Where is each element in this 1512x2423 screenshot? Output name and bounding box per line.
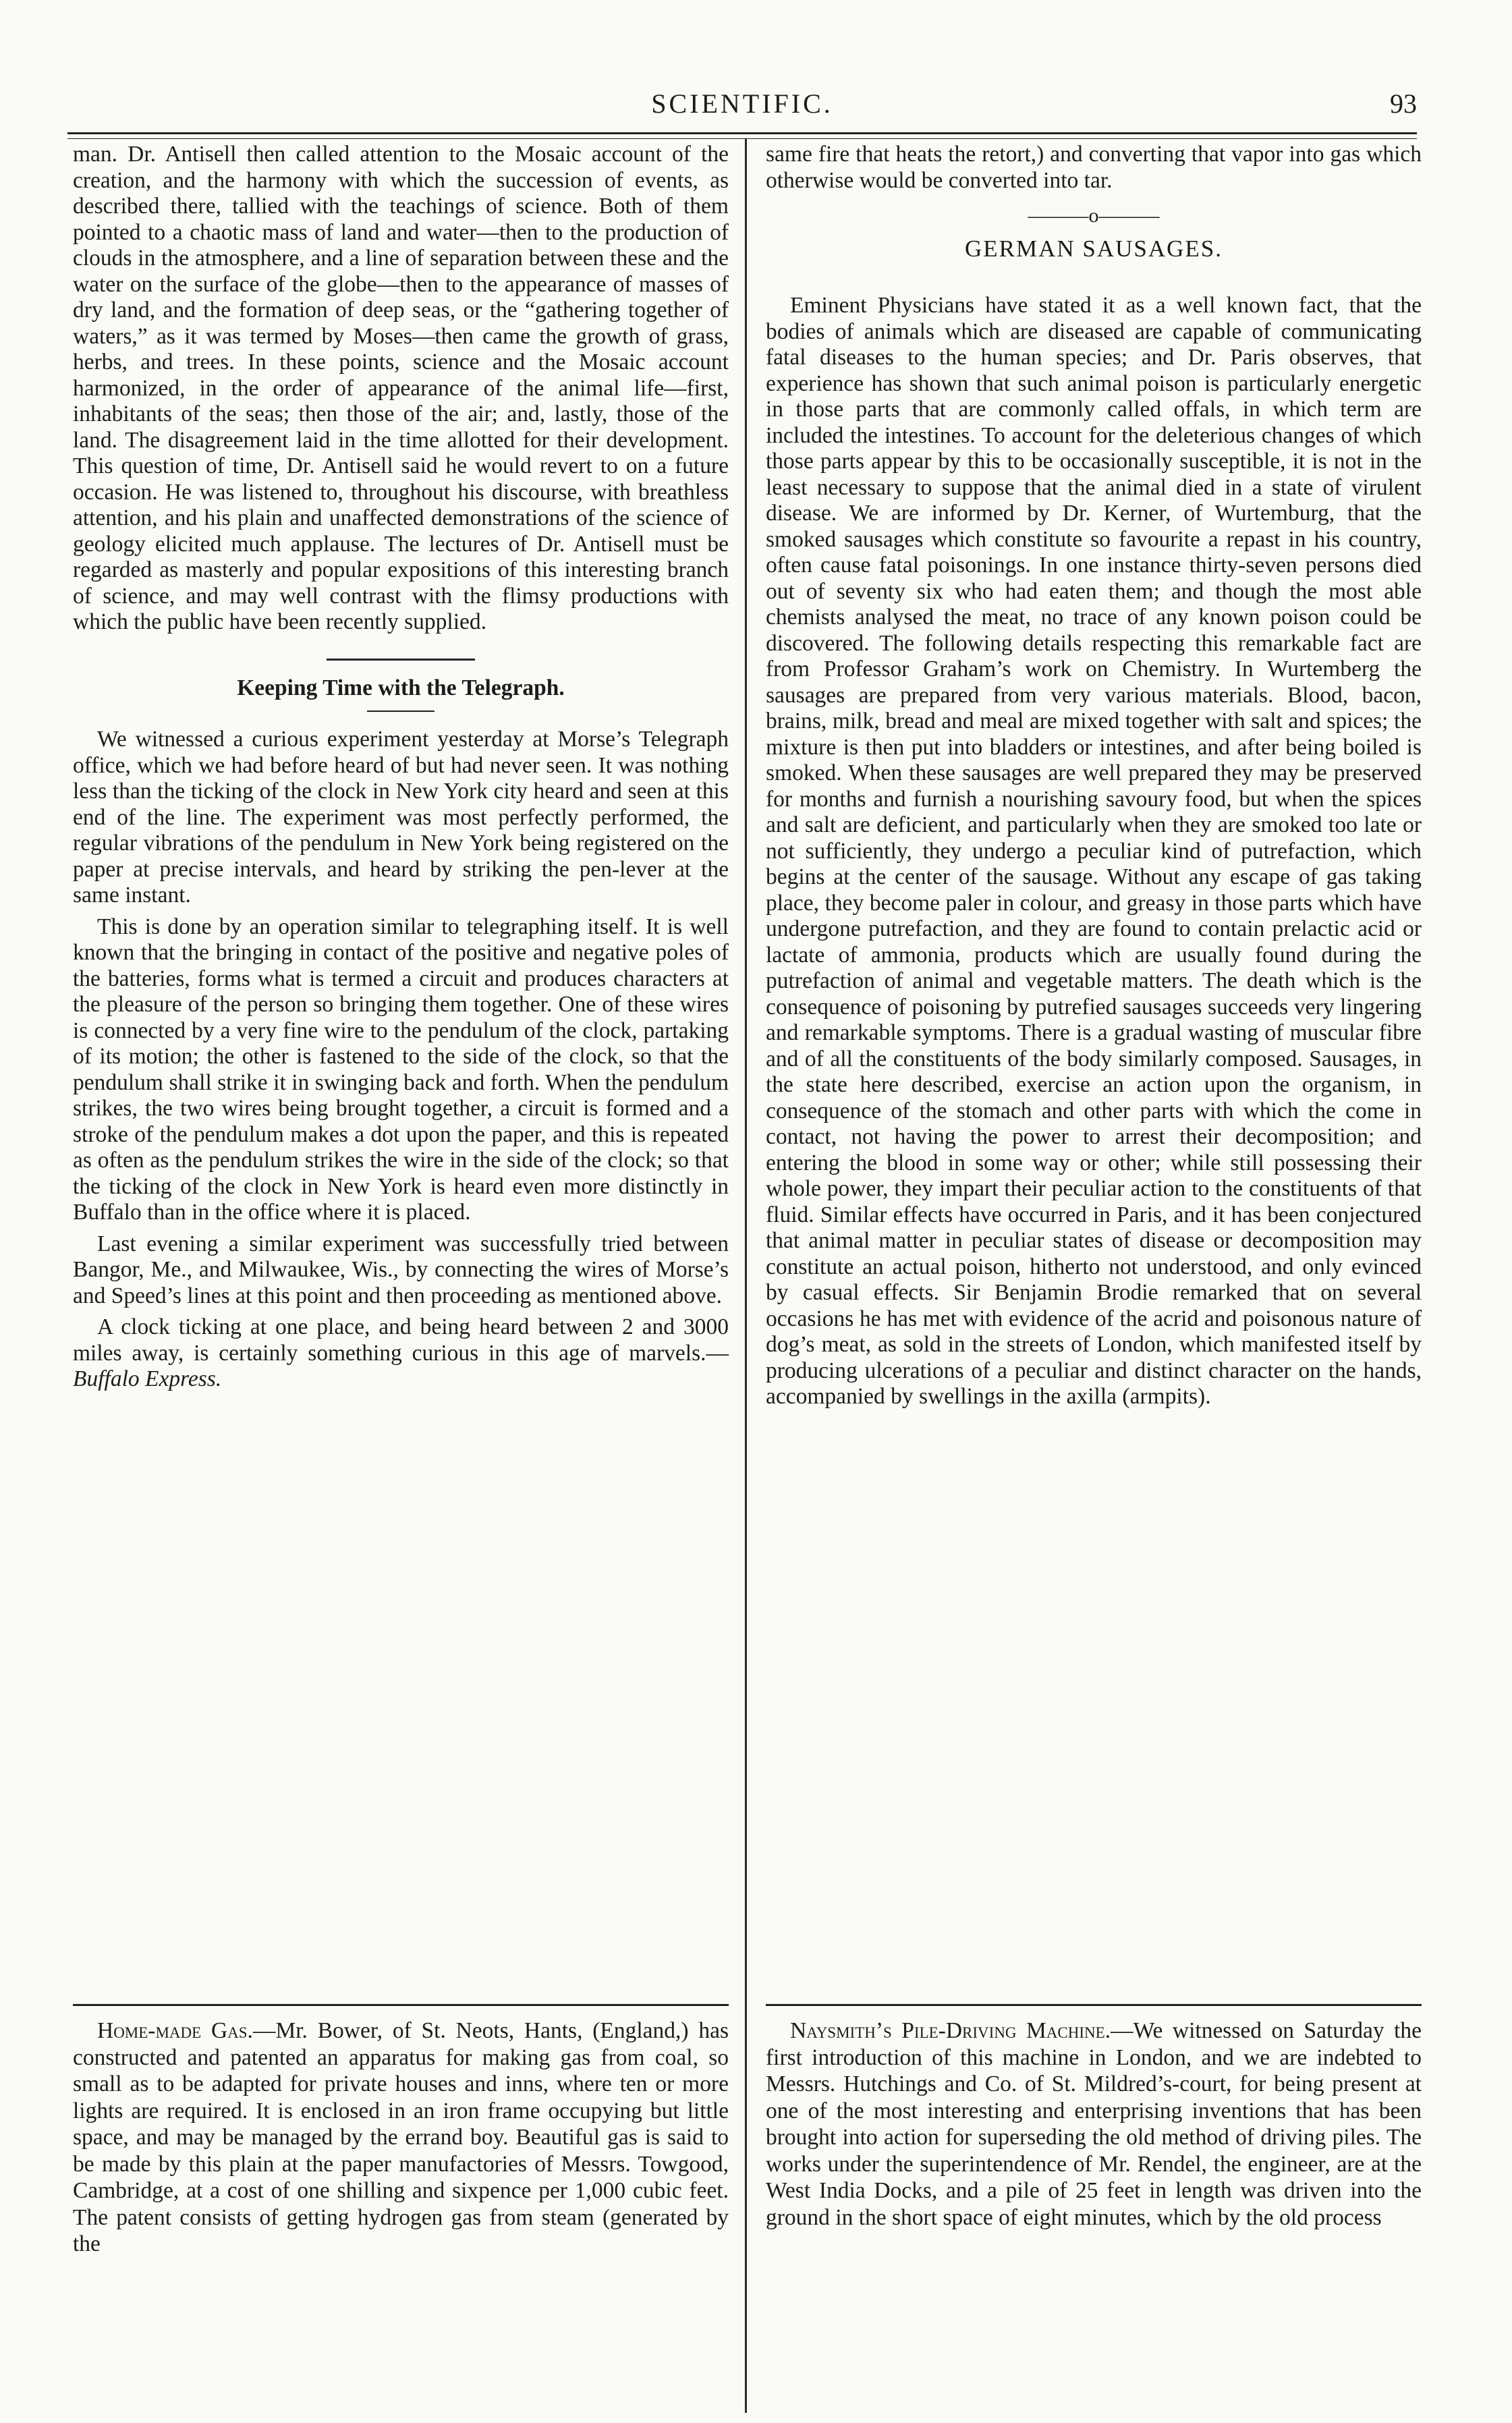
telegraph-paragraph-1: We witnessed a curious experiment yesterday at Morse’s Telegraph office, which we had before heard of but had never seen. It was nothing less than the ticking of the clock in New York city heard and seen at this end of the line. The experiment was most perfectly performed, the regular vibrations of the pendulum in New York being registered on the paper at precise intervals, and heard by striking the pen-lever at the same instant. [73, 727, 729, 908]
telegraph-paragraph-2: This is done by an operation similar to telegraphing itself. It is well known that the bringing in contact of the positive and negative poles of the batteries, forms what is termed a circuit and produces characters at the pleasure of the person so bringing them together. One of these wires is connected by a very fine wire to the pendulum of the clock, partaking of its motion; the other is fastened to the side of the clock, so that the pendulum shall strike it in swinging back and forth. When the pendulum strikes, the two wires being brought together, a circuit is formed and a stroke of the pendulum makes a dot upon the paper, and this is repeated as often as the pendulum strikes the wire in the side of the clock; so that the ticking of the clock in New York is heard even more distinctly in Buffalo than in the office where it is placed. [73, 914, 729, 1225]
left-column [73, 142, 729, 1393]
telegraph-paragraph-4 [73, 1314, 729, 1393]
sausages-title: GERMAN SAUSAGES. [964, 235, 1223, 262]
telegraph-source: Buffalo Express. [73, 1366, 222, 1391]
lower-right-rule [766, 2004, 1422, 2006]
antisell-paragraph: man. Dr. Antisell then called attention to the Mosaic account of the creation, and the harmony with which the succession of events, as described there, tallied with the teachings of science. Both of them pointed to a chaotic mass of land and water—then to the production of clouds in the atmosphere, and a line of separation between these and the water on the surface of the globe—then to the appearance of masses of dry land, and the formation of deep seas, or the “gathering together of waters,” as it was termed by Moses—then came the growth of grass, herbs, and trees. In these points, science and the Mosaic account harmonized, in the order of appearance of the animal life—first, inhabitants of the seas; then those of the air; and, lastly, those of the land. The disagreement laid in the time allotted for their development. This question of time, Dr. Antisell said he would revert to on a future occasion. He was listened to, throughout his discourse, with breathless attention, and his plain and unaffected demonstrations of the science of geology elicited much applause. The lectures of Dr. Antisell must be regarded as masterly and popular expositions of this interesting branch of science, and may well contrast with the flimsy productions with which the public have been recently supplied. [73, 142, 729, 634]
right-column [766, 142, 1422, 1410]
telegraph-title: Keeping Time with the Telegraph. [237, 675, 565, 700]
gas-paragraph [73, 2017, 729, 2258]
pile-driving-article [766, 2017, 1422, 2231]
retort-paragraph: same fire that heats the retort,) and converting that vapor into gas which otherwise would be converted into tar. [766, 142, 1422, 193]
column-divider [745, 139, 747, 2413]
sausages-paragraph: Eminent Physicians have stated it as a well known fact, that the bodies of animals which are diseased are capable of communicating fatal diseases to the human species; and Dr. Paris observes, that experience has shown that such animal poison is particularly energetic in those parts that are commonly called offals, in which term are included the intestines. To account for the deleterious changes of which those parts appear by this to be occasionally susceptible, it is not in the least necessary to suppose that the animal died in a state of virulent disease. We are informed by Dr. Kerner, of Wurtemburg, that the smoked sausages which constitute so favourite a repast in his country, often cause fatal poisonings. In one instance thirty-seven persons died out of seventy six who had eaten them; and though the most able chemists analysed the meat, no trace of any known poison could be discovered. The following details respecting this remarkable fact are from Professor Graham’s work on Chemistry. In Wurtemberg the sausages are prepared from very various materials. Blood, bacon, brains, milk, bread and meal are mixed together with salt and spices; the mixture is then put into bladders or intestines, and after being boiled is smoked. When these sausages are well prepared they may be preserved for months and furnish a nourishing savoury food, but when the spices and salt are deficient, and particularly when they are smoked too late or not sufficiently, they undergo a peculiar kind of putrefaction, which begins at the center of the sausage. Without any escape of gas taking place, they become paler in colour, and greasy in those parts which have undergone putrefaction, and they are found to contain prelactic acid or lactate of ammonia, products which are usually found during the putrefaction of animal and vegetable matters. The death which is the consequence of poisoning by putrefied sausages succeeds very lingering and remarkable symptoms. There is a gradual wasting of muscular fibre and of all the constituents of the body similarly composed. Sausages, in the state here described, exercise an action upon the organism, in consequence of the stomach and other parts with which the come in contact, not having the power to arrest their decomposition; and entering the blood in some way or other; while still possessing their whole power, they impart their peculiar action to the constituents of that fluid. Similar effects have occurred in Paris, and it has been conjectured that animal matter in peculiar states of disease or decomposition may constitute an actual poison, hitherto not understood, and only evinced by casual effects. Sir Benjamin Brodie remarked that on several occasions he has met with evidence of the acrid and poisonous nature of dog’s meat, as sold in the streets of London, which manifested itself by producing ulcerations of a peculiar and distinct character on the hands, accompanied by swellings in the axilla (armpits). [766, 293, 1422, 1409]
pile-lead: Naysmith’s Pile-Driving Machine. [790, 2018, 1111, 2043]
telegraph-text-4: A clock ticking at one place, and being heard between 2 and 3000 miles away, is certainly something curious in this age of marvels.— [73, 1314, 729, 1366]
title-underline [367, 711, 435, 712]
gas-text: —Mr. Bower, of St. Neots, Hants, (England,) has constructed and patented an apparatus for making gas from coal, so small as to be adapted for private houses and inns, where ten or more lights are required. It is enclosed in an iron frame occupying but little space, and may be managed by the errand boy. Beautiful gas is said to be made by this plain at the paper manufactories of Messrs. Towgood, Cambridge, at a cost of one shilling and sixpence per 1,000 cubic feet. The patent consists of getting hydrogen gas from steam (generated by the [73, 2018, 729, 2256]
page-number: 93 [1390, 88, 1417, 119]
running-head: SCIENTIFIC. [651, 88, 833, 119]
home-made-gas-article [73, 2017, 729, 2258]
header-rule [67, 132, 1417, 139]
pile-text: —We witnessed on Saturday the first introduction of this machine in London, and we are indebted to Messrs. Hutchings and Co. of St. Mildred’s-court, for being present at one of the most interesting and enterprising inventions that has been brought into action for superseding the old method of driving piles. The works under the superintendence of Mr. Rendel, the engineer, are at the West India Docks, and a pile of 25 feet in length was driven into the ground in the short space of eight minutes, which by the old process [766, 2018, 1422, 2230]
section-rule [327, 659, 475, 661]
pile-paragraph [766, 2017, 1422, 2231]
lower-left-rule [73, 2004, 729, 2006]
page-header [67, 88, 1417, 126]
ornament-divider: ———o——— [1028, 204, 1160, 227]
gas-lead: Home-made Gas. [97, 2018, 253, 2043]
telegraph-paragraph-3: Last evening a similar experiment was successfully tried between Bangor, Me., and Milwaukee, Wis., by connecting the wires of Morse’s and Speed’s lines at this point and then proceeding as mentioned above. [73, 1231, 729, 1308]
